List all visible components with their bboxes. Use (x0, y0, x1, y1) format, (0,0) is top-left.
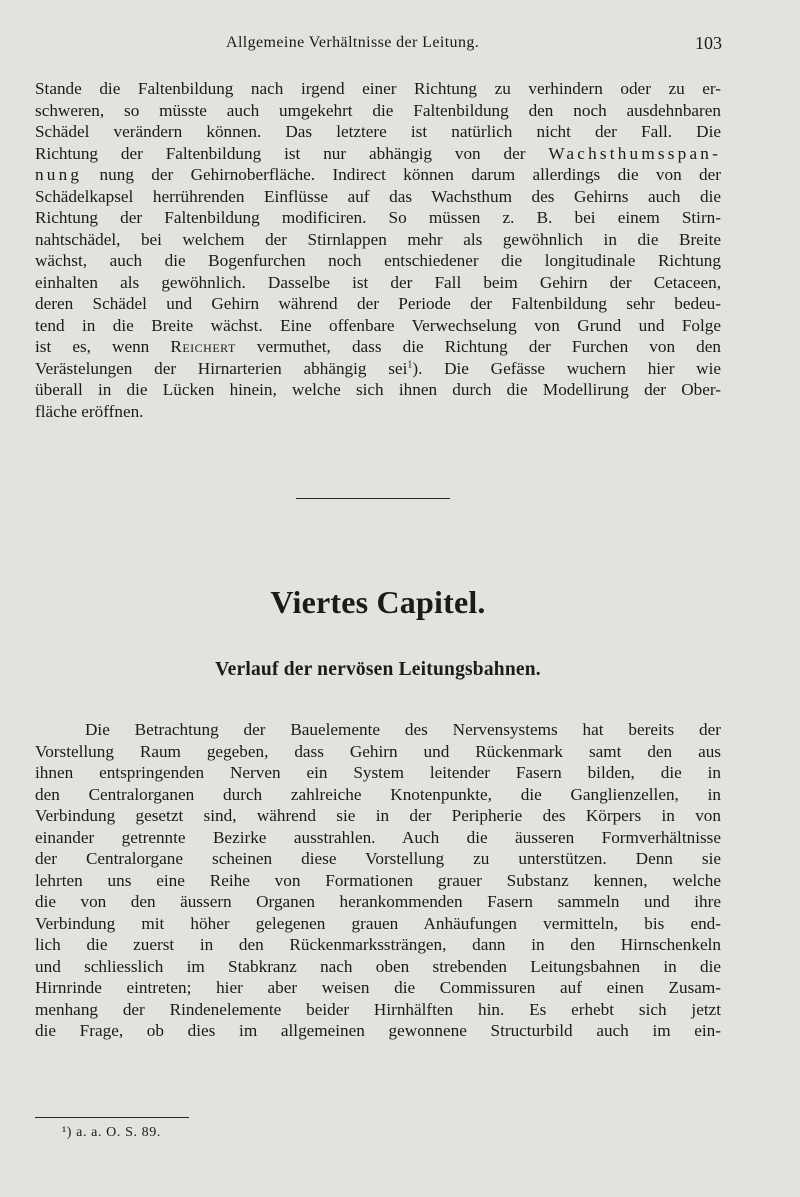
section-title: Verlauf der nervösen Leitungsbahnen. (215, 659, 541, 680)
text-line (35, 164, 721, 186)
text-line: überall in die Lücken hinein, welche sich ihnen durch die Modellirung der Ober- (35, 380, 721, 399)
text-fragment: vermuthet, dass die Richtung der Furchen von den (256, 337, 721, 356)
text-line: tend in die Breite wächst. Eine offenbare Verwechselung von Grund und Folge (35, 315, 721, 335)
text-line: einander getrennte Bezirke ausstrahlen. Auch die äusseren Formverhältnisse (35, 827, 721, 847)
text-line: Richtung der Faltenbildung modificiren. So müssen z. B. bei einem Stirn- (35, 208, 721, 227)
text-fragment: nung der Gehirnoberfläche. Indirect können darum allerdings die von der (99, 165, 721, 184)
text-fragment: Verästelungen der Hirnarterien abhängig sei (35, 358, 408, 378)
text-line: die Frage, ob dies im allgemeinen gewonnene Structurbild auch im ein- (35, 1021, 721, 1040)
footnote-rule (35, 1117, 189, 1118)
text-line: schweren, so müsste auch umgekehrt die Faltenbildung den noch ausdehnbaren (35, 100, 721, 120)
text-line: Vorstellung Raum gegeben, dass Gehirn und Rückenmark samt den aus (35, 741, 721, 761)
text-line: der Centralorgane scheinen diese Vorstellung zu unterstützen. Denn sie (35, 849, 721, 868)
section-divider (296, 498, 450, 499)
text-fragment: Richtung der Faltenbildung ist nur abhängig von der (35, 143, 526, 163)
chapter-title: Viertes Capitel. (270, 584, 486, 620)
text-line: Verbindung gesetzt sind, während sie in der Peripherie des Körpers in von (35, 806, 721, 825)
text-line: Schädelkapsel herrührenden Einflüsse auf das Wachsthum des Gehirns auch die (35, 186, 721, 206)
paragraph-betrachtung (35, 719, 721, 1042)
paragraph-faltenbildung (35, 78, 721, 422)
text-line: menhang der Rindenelemente beider Hirnhälften hin. Es erhebt sich jetzt (35, 999, 721, 1019)
page-number: 103 (695, 33, 722, 53)
text-line: nahtschädel, bei welchem der Stirnlappen mehr als gewöhnlich in die Breite (35, 229, 721, 249)
text-line: lehrten uns eine Reihe von Formationen grauer Substanz kennen, welche (35, 870, 721, 890)
text-line (35, 358, 721, 380)
footnote-reference: 1 (407, 358, 413, 370)
text-line: den Centralorganen durch zahlreiche Knotenpunkte, die Ganglienzellen, in (35, 784, 721, 804)
running-head: Allgemeine Verhältnisse der Leitung. (226, 34, 480, 51)
text-line: Verbindung mit höher gelegenen grauen Anhäufungen vermitteln, bis end- (35, 913, 721, 933)
author-name: Reichert (170, 337, 236, 356)
text-line: wächst, auch die Bogenfurchen noch entschiedener die longitudinale Richtung (35, 251, 721, 270)
emphasized-term: nung (35, 165, 83, 184)
text-line: ihnen entspringenden Nerven ein System leitender Fasern bilden, die in (35, 763, 721, 782)
text-line: und schliesslich im Stabkranz nach oben strebenden Leitungsbahnen in die (35, 956, 721, 976)
text-fragment: ). Die Gefässe wuchern hier wie (412, 358, 721, 378)
text-line: deren Schädel und Gehirn während der Periode der Faltenbildung sehr bedeu- (35, 294, 721, 313)
text-line: Hirnrinde eintreten; hier aber weisen die Commissuren auf einen Zusam- (35, 978, 721, 997)
text-line (35, 336, 721, 358)
text-line: lich die zuerst in den Rückenmarkssträngen, dann in den Hirnschenkeln (35, 935, 721, 954)
text-line: Die Betrachtung der Bauelemente des Nervensystems hat bereits der (85, 720, 721, 739)
text-line: Stande die Faltenbildung nach irgend einer Richtung zu verhindern oder zu er- (35, 79, 721, 98)
text-line: die von den äussern Organen herankommenden Fasern sammeln und ihre (35, 892, 721, 911)
footnote: ¹) a. a. O. S. 89. (62, 1125, 161, 1140)
text-line: fläche eröffnen. (35, 401, 144, 421)
emphasized-term: Wachsthumsspan- (548, 143, 721, 163)
text-line: einhalten als gewöhnlich. Dasselbe ist der Fall beim Gehirn der Cetaceen, (35, 272, 721, 292)
text-line (35, 143, 721, 165)
text-line: Schädel verändern können. Das letztere ist natürlich nicht der Fall. Die (35, 122, 721, 141)
text-fragment: ist es, wenn (35, 337, 150, 356)
